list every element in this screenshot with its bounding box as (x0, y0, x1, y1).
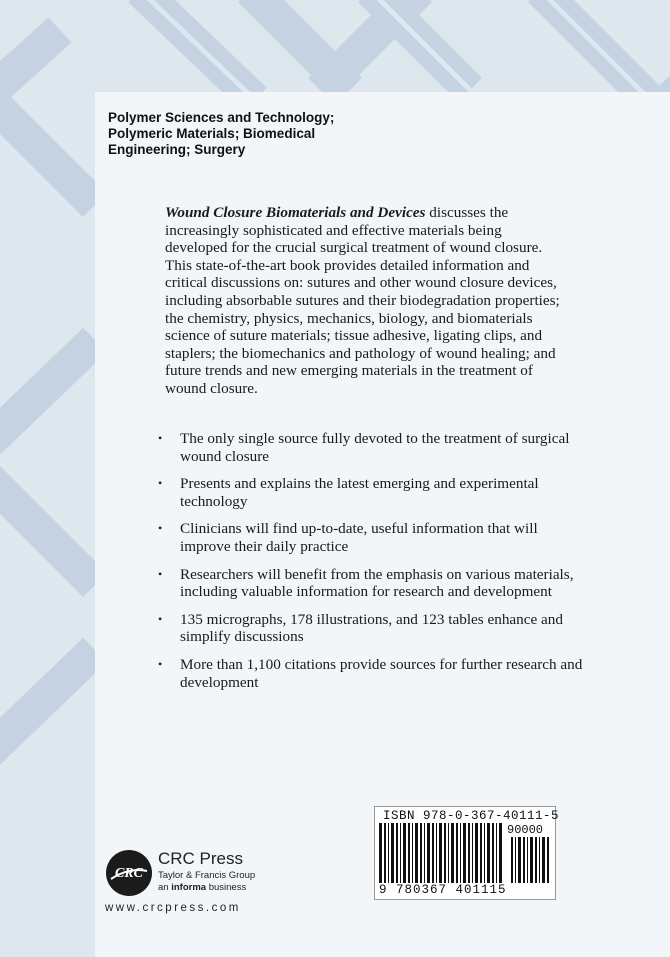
list-item (158, 656, 588, 691)
bullet-icon: • (158, 611, 163, 626)
subject-line: Polymeric Materials; Biomedical (108, 126, 316, 141)
list-item-text: More than 1,100 citations provide sources for further research and development (180, 655, 583, 691)
list-item-text: Researchers will benefit from the emphasis on various materials, including valuable information for research and development (180, 565, 574, 601)
bullet-icon: • (158, 566, 163, 581)
logo-text: CRC (114, 866, 144, 881)
informa-brand: informa (171, 882, 207, 893)
subject-line: Polymer Sciences and Technology; (108, 110, 335, 125)
addon-barcode-icon (509, 837, 551, 883)
list-item-text: Presents and explains the latest emerging and experimental technology (180, 475, 539, 510)
list-item (158, 430, 588, 465)
description-body: discusses the increasingly sophisticated and effective materials being developed for the crucial surgical treatment of wound closure. This state-of-the-art book provides detailed information and critical discussions on: sutures and other wound closure devices, including absorbable sutures and their biodegradation properties; the chemistry, physics, mechanics, biology, and biomaterials science of suture materials; tissue adhesive, ligating clips, and staplers; the biomechanics and pathology of wound healing; and future trends and new emerging materials in the treatment of wound closure. (165, 204, 560, 397)
crc-logo-icon (105, 849, 153, 897)
publisher-name: CRC Press (158, 849, 244, 868)
isbn-text: ISBN 978-0-367-40111-5 (383, 809, 560, 823)
publisher-group (158, 870, 255, 894)
list-item-text: Clinicians will find up-to-date, useful information that will improve their daily practice (180, 520, 538, 555)
book-title: Wound Closure Biomaterials and Devices (165, 204, 426, 221)
feature-list (158, 430, 588, 701)
bullet-icon: • (158, 476, 163, 491)
group-name: Taylor & Francis Group (158, 870, 256, 881)
publisher-url: www.crcpress.com (105, 902, 241, 914)
barcode-panel (374, 806, 560, 900)
list-item (158, 475, 588, 510)
publisher-tagline: an informa business (158, 882, 247, 893)
list-item-text: The only single source fully devoted to the treatment of surgical wound closure (180, 430, 570, 465)
list-item-text: 135 micrographs, 178 illustrations, and 123 tables enhance and simplify discussions (180, 610, 563, 646)
barcode-icon (377, 823, 505, 883)
list-item (158, 566, 588, 601)
bullet-icon: • (158, 521, 163, 536)
subject-line: Engineering; Surgery (108, 142, 246, 157)
bullet-icon: • (158, 431, 163, 445)
price-code: 90000 (507, 823, 544, 837)
barcode-number: 9 780367 401115 (379, 883, 507, 897)
book-description (165, 204, 565, 398)
subject-categories (108, 110, 408, 158)
list-item (158, 611, 588, 646)
list-item (158, 520, 588, 555)
bullet-icon: • (158, 656, 163, 671)
